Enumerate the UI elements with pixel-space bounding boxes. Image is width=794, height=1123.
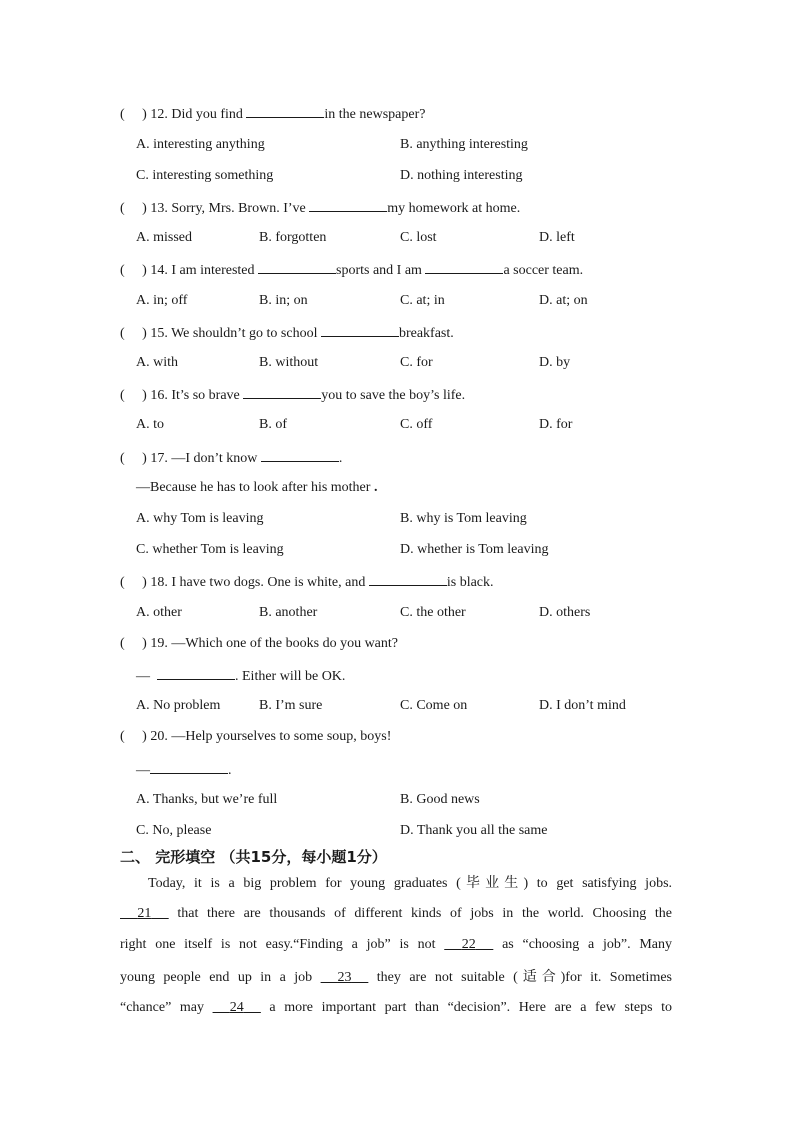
option-c: C. the other [400, 605, 466, 620]
answer-paren[interactable]: ( ) [120, 729, 147, 744]
answer-blank[interactable] [243, 385, 321, 399]
option-b: B. why is Tom leaving [400, 511, 527, 526]
answer-paren[interactable]: ( ) [120, 451, 147, 466]
option-c: C. whether Tom is leaving [136, 542, 284, 557]
option-d: D. others [539, 605, 591, 620]
option-d: D. at; on [539, 293, 588, 308]
answer-blank[interactable] [246, 104, 324, 118]
question-16: ( ) 16. It’s so brave you to save the boy’s life. [120, 385, 465, 405]
option-a: A. in; off [136, 293, 188, 308]
cloze-blank-22[interactable]: 22 [461, 937, 476, 952]
option-c: C. Come on [400, 698, 468, 713]
answer-blank[interactable] [321, 323, 399, 337]
dialogue-response: —Because he has to look after his mother . [136, 480, 378, 495]
answer-blank[interactable] [258, 260, 336, 274]
option-c: C. interesting something [136, 168, 274, 183]
option-d: D. by [539, 355, 571, 370]
answer-paren[interactable]: ( ) [120, 326, 147, 341]
question-15: ( ) 15. We shouldn’t go to school breakfast. [120, 323, 454, 343]
cloze-blank-23[interactable]: 23 [337, 970, 352, 985]
cloze-blank-24[interactable]: 24 [229, 1000, 244, 1015]
option-b: B. anything interesting [400, 137, 528, 152]
option-a: A. No problem [136, 698, 221, 713]
option-b: B. Good news [400, 792, 480, 807]
option-b: B. another [259, 605, 318, 620]
option-b: B. I’m sure [259, 698, 323, 713]
answer-blank[interactable] [157, 666, 235, 680]
option-c: C. off [400, 417, 433, 432]
cloze-blank-21[interactable]: 21 [137, 906, 152, 921]
option-a: A. to [136, 417, 164, 432]
question-14: ( ) 14. I am interested sports and I am a soccer team. [120, 260, 583, 280]
option-b: B. in; on [259, 293, 308, 308]
passage-line-5: “chance” may 24 a more important part than “decision”. Here are a few steps to [120, 1000, 673, 1015]
answer-paren[interactable]: ( ) [120, 201, 147, 216]
option-c: C. lost [400, 230, 437, 245]
option-d: D. whether is Tom leaving [400, 542, 549, 557]
dialogue-response: — . Either will be OK. [136, 666, 345, 686]
option-c: C. at; in [400, 293, 445, 308]
option-d: D. left [539, 230, 575, 245]
option-d: D. for [539, 417, 573, 432]
option-a: A. other [136, 605, 182, 620]
answer-paren[interactable]: ( ) [120, 575, 147, 590]
passage-line-3: right one itself is not easy.“Finding a job” is not 22 as “choosing a job”. Many [120, 937, 673, 952]
question-13: ( ) 13. Sorry, Mrs. Brown. I’ve my homework at home. [120, 198, 520, 218]
answer-blank[interactable] [261, 448, 339, 462]
dialogue-response: — . [136, 760, 232, 780]
option-a: A. missed [136, 230, 192, 245]
section-title: 二、 完形填空 （共15分，每小题1分） [120, 848, 387, 866]
question-20: ( ) 20. —Help yourselves to some soup, boys! [120, 729, 392, 744]
answer-paren[interactable]: ( ) [120, 388, 147, 403]
option-a: A. interesting anything [136, 137, 265, 152]
option-d: D. nothing interesting [400, 168, 523, 183]
answer-blank[interactable] [425, 260, 503, 274]
option-a: A. Thanks, but we’re full [136, 792, 278, 807]
answer-blank[interactable] [150, 760, 228, 774]
option-c: C. No, please [136, 823, 212, 838]
answer-paren[interactable]: ( ) [120, 636, 147, 651]
option-c: C. for [400, 355, 433, 370]
answer-paren[interactable]: ( ) [120, 107, 147, 122]
answer-blank[interactable] [369, 572, 447, 586]
passage-line-1: Today, it is a big problem for young graduates (毕业生) to get satisfying jobs. [148, 875, 673, 891]
question-19: ( ) 19. —Which one of the books do you want? [120, 636, 399, 651]
option-a: A. with [136, 355, 178, 370]
question-18: ( ) 18. I have two dogs. One is white, and is black. [120, 572, 494, 592]
option-d: D. I don’t mind [539, 698, 626, 713]
option-d: D. Thank you all the same [400, 823, 548, 838]
passage-line-2: 21 that there are thousands of different kinds of jobs in the world. Choosing the [120, 905, 672, 923]
option-a: A. why Tom is leaving [136, 511, 264, 526]
option-b: B. of [259, 417, 287, 432]
option-b: B. forgotten [259, 230, 327, 245]
answer-blank[interactable] [309, 198, 387, 212]
passage-line-4: young people end up in a job 23 they are not suitable (适合)for it. Sometimes [120, 969, 673, 985]
answer-paren[interactable]: ( ) [120, 263, 147, 278]
question-12: ( ) 12. Did you find in the newspaper? [120, 104, 425, 124]
question-17: ( ) 17. —I don’t know . [120, 448, 342, 468]
option-b: B. without [259, 355, 319, 370]
